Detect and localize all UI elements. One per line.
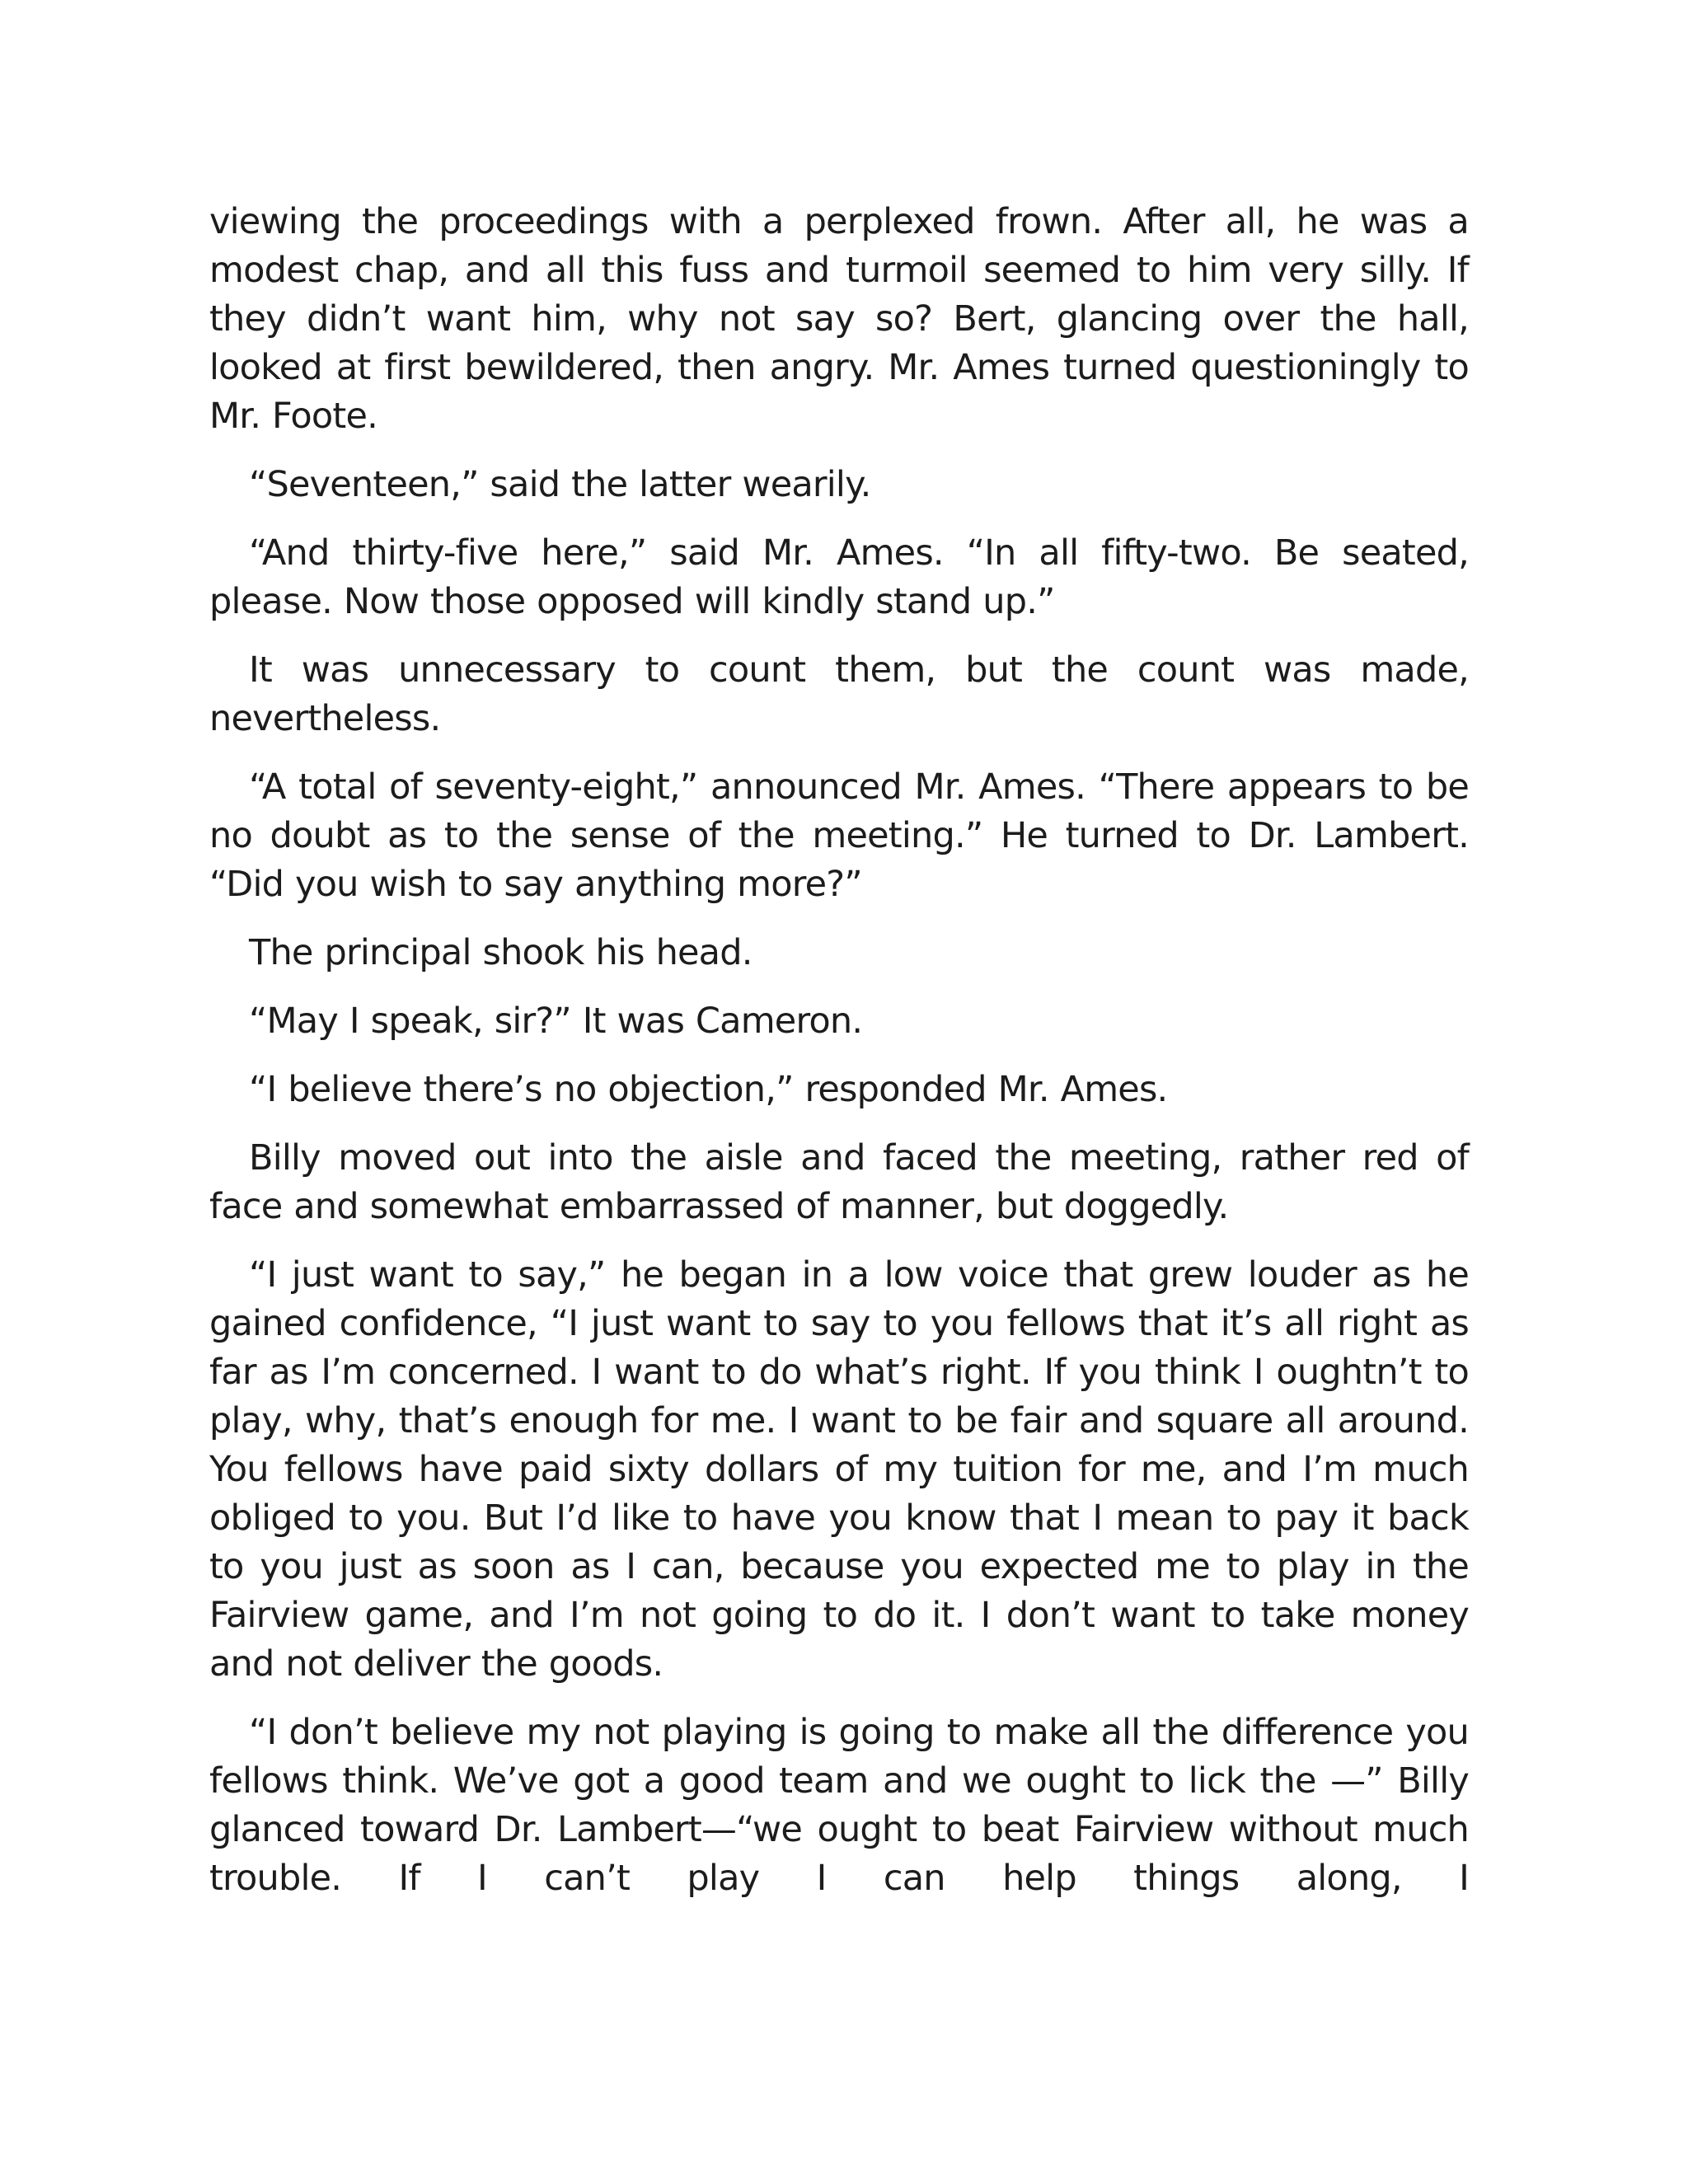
paragraph-10: “I just want to say,” he began in a low voice that grew louder as he gained confidence, “I just want to say to you fellows that it’s all right as far as I’m concerned. I want to do what’s right. If you think I oughtn’t to play, why, that’s enough for me. I want to be fair and square all around. You fellows have paid sixty dollars of my tuition for me, and I’m much obliged to you. But I’d like to have you know that I mean to pay it back to you just as soon as I can, because you expected me to play in the Fairview game, and I’m not going to do it. I don’t want to take money and not deliver the goods. <box>209 1254 1469 1685</box>
paragraph-5: “A total of seventy-eight,” announced Mr. Ames. “There appears to be no doubt as to the sense of the meeting.” He turned to Dr. Lambert. “Did you wish to say anything more?” <box>209 766 1469 905</box>
paragraph-11: “I don’t believe my not playing is going to make all the difference you fellows think. We’ve got a good team and we ought to lick the —” Billy glanced toward Dr. Lambert—“we ought to beat Fairview without much trouble. If I can’t play I can help things along, I <box>209 1712 1469 1899</box>
paragraph-9: Billy moved out into the aisle and faced the meeting, rather red of face and somewhat embarrassed of manner, but doggedly. <box>209 1137 1469 1227</box>
page-text <box>209 198 1469 1903</box>
paragraph-7: “May I speak, sir?” It was Cameron. <box>249 1001 863 1042</box>
paragraph-6: The principal shook his head. <box>249 932 753 973</box>
paragraph-3: “And thirty-five here,” said Mr. Ames. “In all fifty-two. Be seated, please. Now those opposed will kindly stand up.” <box>209 532 1469 622</box>
paragraph-1: viewing the proceedings with a perplexed frown. After all, he was a modest chap, and all this fuss and turmoil seemed to him very silly. If they didn’t want him, why not say so? Bert, glancing over the hall, looked at first bewildered, then angry. Mr. Ames turned questioningly to Mr. Foote. <box>209 201 1469 437</box>
paragraph-2: “Seventeen,” said the latter wearily. <box>249 464 871 505</box>
paragraph-8: “I believe there’s no objection,” responded Mr. Ames. <box>249 1069 1168 1110</box>
paragraph-4: It was unnecessary to count them, but the count was made, nevertheless. <box>209 649 1469 739</box>
